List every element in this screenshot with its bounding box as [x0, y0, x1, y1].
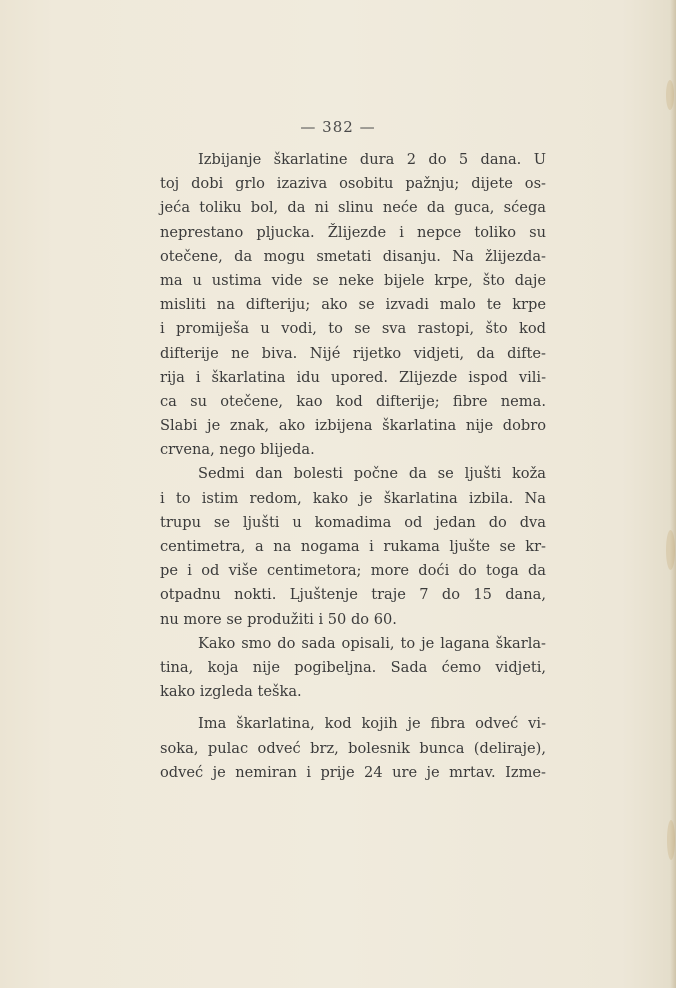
text-line: misliti na difteriju; ako se izvadi malo te krpe: [160, 296, 546, 314]
text-line: pe i od više centimetora; more doći do toga da: [160, 562, 546, 580]
page-number: — 382 —: [300, 118, 376, 136]
text-line: neprestano pljucka. Žlijezde i nepce toliko su: [160, 223, 546, 241]
paper-stain: [666, 530, 675, 570]
paper-stain: [666, 80, 674, 110]
text-line: Slabi je znak, ako izbijena škarlatina nije dobro: [160, 417, 546, 435]
paragraph: [160, 148, 546, 462]
text-line: i promiješa u vodi, to se sva rastopi, što kod: [160, 320, 546, 338]
text-line: otečene, da mogu smetati disanju. Na žlijezda-: [160, 247, 546, 265]
text-line: jeća toliku bol, da ni slinu neće da guca, sćega: [160, 199, 546, 217]
text-line: ca su otečene, kao kod difterije; fibre nema.: [160, 392, 546, 410]
text-line: rija i škarlatina idu upored. Zlijezde ispod vili-: [160, 368, 546, 386]
text-line: odveć je nemiran i prije 24 ure je mrtav. Izme-: [160, 763, 546, 781]
text-line: Ima škarlatina, kod kojih je fibra odveć vi-: [198, 715, 546, 733]
text-line: crvena, nego blijeda.: [160, 441, 315, 459]
paragraph: [160, 632, 546, 705]
text-line: toj dobi grlo izaziva osobitu pažnju; dijete os-: [160, 175, 546, 193]
text-line: centimetra, a na nogama i rukama ljušte se kr-: [160, 538, 546, 555]
text-line: Izbijanje škarlatine dura 2 do 5 dana. U: [198, 151, 546, 168]
text-line: Kako smo do sada opisali, to je lagana škarla-: [198, 634, 546, 652]
body-text: [160, 148, 546, 785]
paragraph: [160, 712, 546, 785]
text-line: trupu se ljušti u komadima od jedan do dva: [160, 513, 546, 531]
text-line: ma u ustima vide se neke bijele krpe, što daje: [160, 271, 546, 289]
paragraph: [160, 462, 546, 631]
paper-stain: [667, 820, 675, 860]
text-line: kako izgleda teška.: [160, 683, 302, 701]
text-line: nu more se produžiti i 50 do 60.: [160, 610, 397, 628]
text-line: i to istim redom, kako je škarlatina izbila. Na: [160, 489, 546, 507]
text-line: Sedmi dan bolesti počne da se ljušti koža: [198, 465, 546, 483]
text-line: otpadnu nokti. Ljuštenje traje 7 do 15 dana,: [160, 586, 546, 604]
text-line: soka, pulac odveć brz, bolesnik bunca (deliraje),: [160, 739, 546, 757]
text-line: tina, koja nije pogibeljna. Sada ćemo vidjeti,: [160, 658, 546, 676]
text-line: difterije ne biva. Nijé rijetko vidjeti, da difte-: [160, 344, 546, 362]
